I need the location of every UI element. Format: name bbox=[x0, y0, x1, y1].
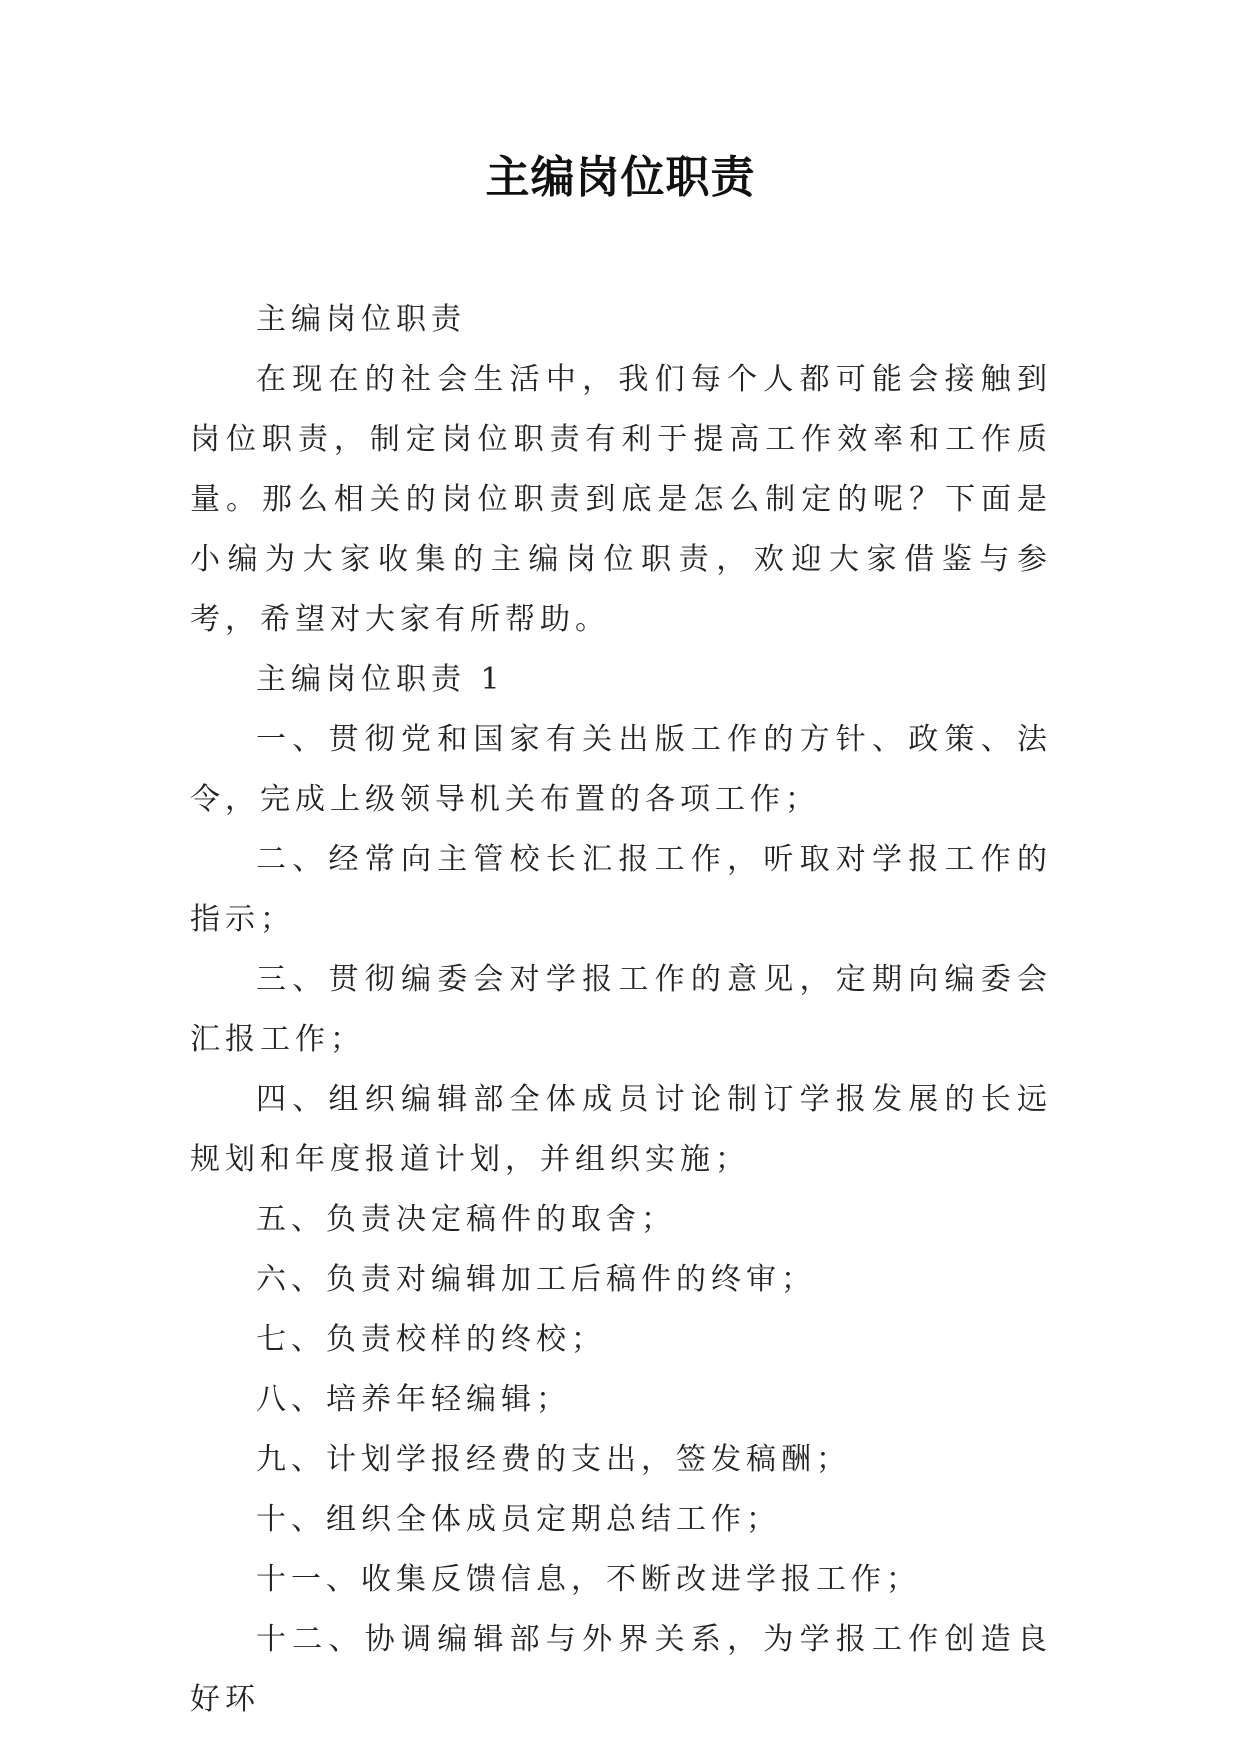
duty-item-9: 九、计划学报经费的支出，签发稿酬； bbox=[256, 1442, 851, 1477]
duty-item-7: 七、负责校样的终校； bbox=[256, 1322, 606, 1357]
intro-paragraph: 在现在的社会生活中，我们每个人都可能会接触到岗位职责，制定岗位职责有利于提高工作效率和工作质量。那么相关的岗位职责到底是怎么制定的呢？下面是小编为大家收集的主编岗位职责，欢迎大家借鉴与参考，希望对大家有所帮助。 bbox=[190, 362, 1052, 637]
duty-item-10: 十、组织全体成员定期总结工作； bbox=[256, 1502, 781, 1537]
section-heading: 主编岗位职责 1 bbox=[256, 662, 505, 697]
duty-item-11: 十一、收集反馈信息，不断改进学报工作； bbox=[256, 1562, 921, 1597]
duty-item-3: 三、贯彻编委会对学报工作的意见，定期向编委会汇报工作； bbox=[190, 962, 1052, 1057]
document-title: 主编岗位职责 bbox=[485, 152, 756, 203]
duty-item-5: 五、负责决定稿件的取舍； bbox=[256, 1202, 676, 1237]
document-body bbox=[190, 290, 1052, 1730]
duty-item-1: 一、贯彻党和国家有关出版工作的方针、政策、法令，完成上级领导机关布置的各项工作； bbox=[190, 722, 1052, 817]
duty-item-8: 八、培养年轻编辑； bbox=[256, 1382, 571, 1417]
duty-item-6: 六、负责对编辑加工后稿件的终审； bbox=[256, 1262, 816, 1297]
duty-item-2: 二、经常向主管校长汇报工作，听取对学报工作的指示； bbox=[190, 842, 1052, 937]
duty-item-4: 四、组织编辑部全体成员讨论制订学报发展的长远规划和年度报道计划，并组织实施； bbox=[190, 1082, 1052, 1177]
duty-item-12: 十二、协调编辑部与外界关系，为学报工作创造良好环 bbox=[190, 1622, 1052, 1717]
subtitle-paragraph: 主编岗位职责 bbox=[256, 302, 466, 337]
